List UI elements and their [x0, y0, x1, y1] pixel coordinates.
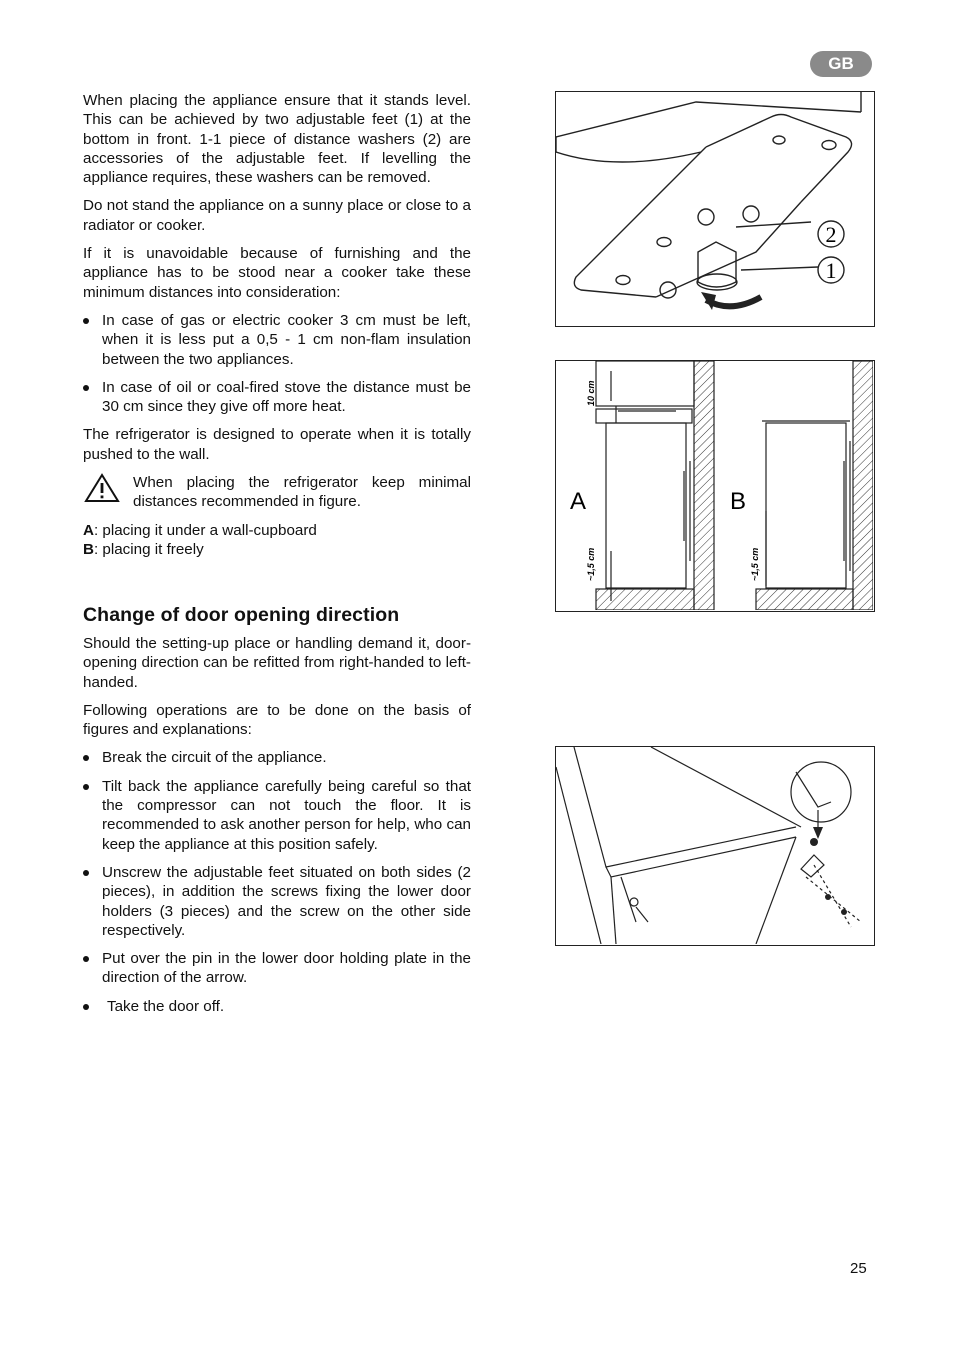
list-item: Break the circuit of the appliance. [83, 748, 471, 767]
levelling-paragraph: When placing the appliance ensure that it stands level. This can be achieved by two adjustable feet (1) at the bottom in front. 1-1 piece of distance washers (2) are accessories of the adjustable feet. If levelling the appliance requires, these washers can be removed. [83, 92, 471, 187]
bullet-icon [83, 385, 89, 391]
bullet-icon [83, 755, 89, 761]
bullet-icon [83, 956, 89, 962]
wall-paragraph: The refrigerator is designed to operate when it is totally pushed to the wall. [83, 426, 471, 463]
warning-triangle-icon [84, 473, 120, 503]
cooker-paragraph: If it is unavoidable because of furnishing and the appliance has to be stood near a cooker take these minimum distances into consideration: [83, 245, 471, 301]
legend-a: A: placing it under a wall-cupboard [83, 521, 317, 539]
language-badge: GB [810, 51, 872, 77]
feet-illustration [556, 92, 873, 325]
bullet-icon [83, 1004, 89, 1010]
door-removal-illustration [556, 747, 873, 944]
page-number: 25 [850, 1260, 867, 1277]
door-direction-section [83, 634, 471, 1025]
section-heading: Change of door opening direction [83, 604, 400, 626]
adjustable-feet-figure [555, 91, 875, 327]
side-gap-a-label: ~1,5 cm [586, 547, 596, 581]
top-gap-label: 10 cm [586, 380, 596, 406]
distances-illustration [556, 361, 873, 610]
legend-b: B: placing it freely [83, 540, 204, 558]
label-a: A [570, 488, 587, 515]
list-item: In case of oil or coal-fired stove the distance must be 30 cm since they give off more heat. [83, 378, 471, 417]
list-item: Tilt back the appliance carefully being careful so that the compressor can not touch the floor. It is recommended to ask another person for help, who can keep the appliance at this position safely. [83, 777, 471, 854]
label-b: B [730, 488, 747, 515]
warning-text: When placing the refrigerator keep minimal distances recommended in figure. [133, 474, 471, 511]
list-item: Put over the pin in the lower door holding plate in the direction of the arrow. [83, 949, 471, 988]
operations-paragraph: Following operations are to be done on the basis of figures and explanations: [83, 701, 471, 739]
placement-section [83, 91, 471, 559]
bullet-icon [83, 870, 89, 876]
warning-note [83, 473, 471, 512]
door-removal-figure [555, 746, 875, 946]
intro-paragraph: Should the setting-up place or handling demand it, door-opening direction can be refitted from right-handed to left-handed. [83, 635, 471, 691]
side-gap-b-label: ~1,5 cm [750, 547, 760, 581]
bullet-icon [83, 784, 89, 790]
distances-figure [555, 360, 875, 612]
foot-label: 1 [825, 258, 837, 283]
list-item: In case of gas or electric cooker 3 cm must be left, when it is less put a 0,5 - 1 cm non-flam insulation between the two appliances. [83, 311, 471, 369]
bullet-icon [83, 318, 89, 324]
list-item: Unscrew the adjustable feet situated on both sides (2 pieces), in addition the screws fixing the lower door holders (3 pieces) and the screw on the other side respectively. [83, 863, 471, 940]
sunny-place-paragraph: Do not stand the appliance on a sunny place or close to a radiator or cooker. [83, 197, 471, 234]
list-item: Take the door off. [83, 997, 471, 1016]
washer-label: 2 [825, 222, 837, 247]
figure-legend [83, 521, 471, 560]
